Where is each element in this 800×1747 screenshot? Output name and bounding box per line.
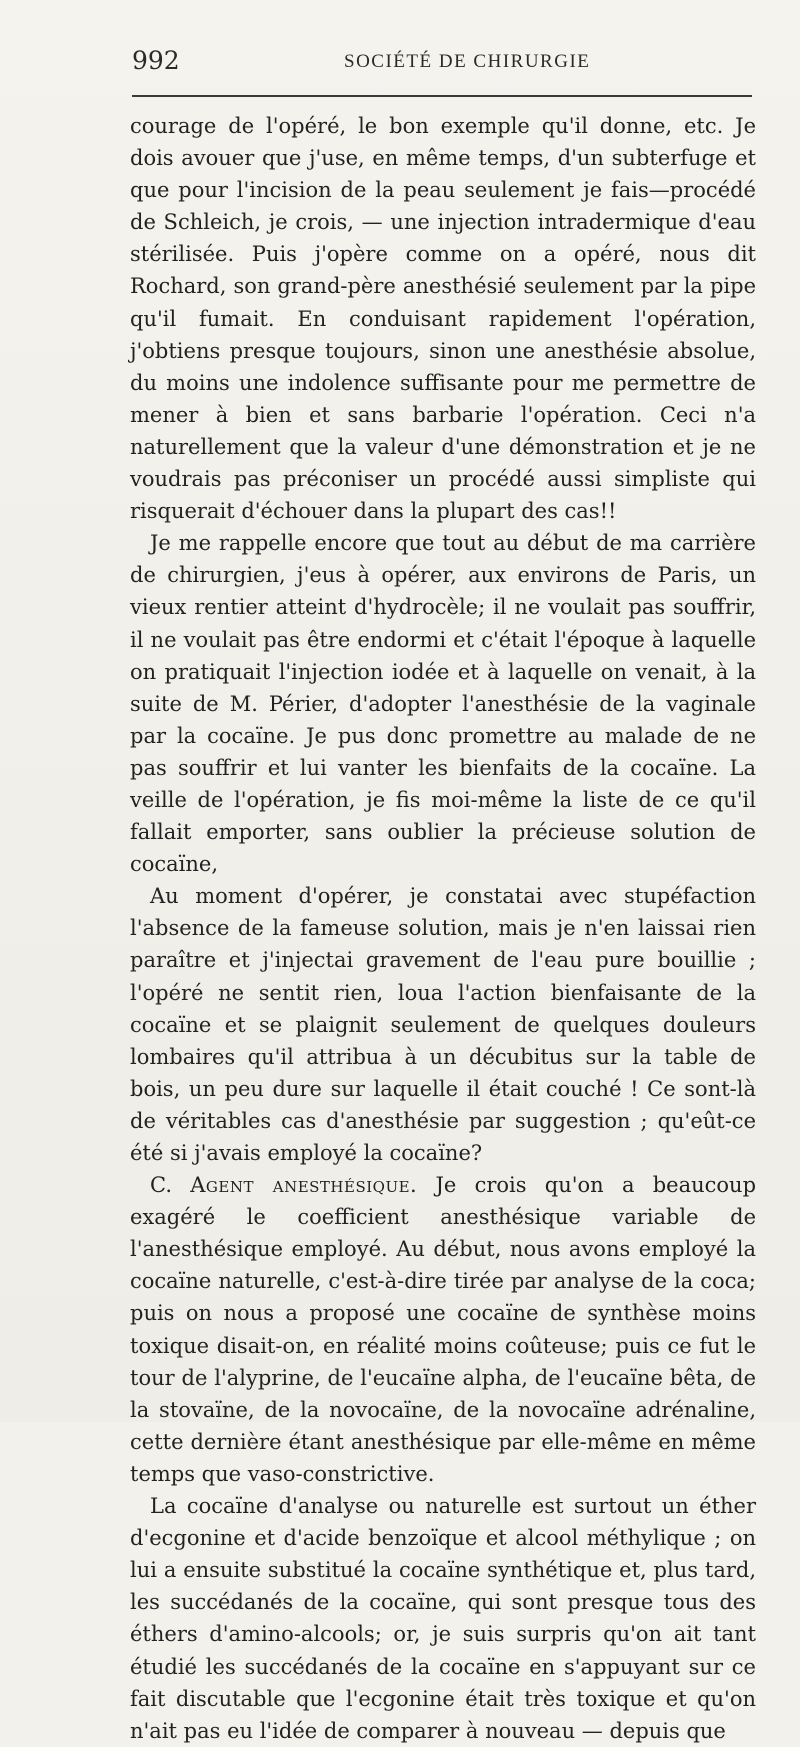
body-text [130, 110, 756, 1747]
paragraph-5: La cocaïne d'analyse ou naturelle est surtout un éther d'ecgonine et d'acide benzoïque et alcool méthylique ; on lui a ensuite substitué la cocaïne synthétique et, plus tard, les succédanés de la cocaïne, qui sont presque tous des éthers d'amino-alcools; or, je suis surpris qu'on ait tant étudié les succédanés de la cocaïne en s'appuyant sur ce fait discutable que l'ecgonine était très toxique et qu'on n'ait pas eu l'idée de comparer à nouveau — depuis que [130, 1494, 756, 1743]
paragraph-4 [130, 1169, 756, 1490]
paragraph-2: Je me rappelle encore que tout au début de ma carrière de chirurgien, j'eus à opérer, aux environs de Paris, un vieux rentier atteint d'hydrocèle; il ne voulait pas souffrir, il ne voulait pas être endormi et c'était l'époque à laquelle on pratiquait l'injection iodée et à laquelle on venait, à la suite de M. Périer, d'adopter l'anesthésie de la vaginale par la cocaïne. Je pus donc promettre au malade de ne pas souffrir et lui vanter les bienfaits de la cocaïne. La veille de l'opération, je fis moi-même la liste de ce qu'il fallait emporter, sans oublier la précieuse solution de cocaïne, [130, 531, 756, 877]
section-heading: Agent anesthésique. [190, 1173, 418, 1198]
running-head: SOCIÉTÉ DE CHIRURGIE [344, 51, 591, 72]
paragraph-3: Au moment d'opérer, je constatai avec stupéfaction l'absence de la fameuse solution, mais je n'en laissai rien paraître et j'injectai gravement de l'eau pure bouillie ; l'opéré ne sentit rien, loua l'action bienfaisante de la cocaïne et se plaignit seulement de quelques douleurs lombaires qu'il attribua à un décubitus sur la table de bois, un peu dure sur laquelle il était couché ! Ce sont-là de véritables cas d'anesthésie par suggestion ; qu'eût-ce été si j'avais employé la cocaïne? [130, 884, 756, 1165]
section-lead: C. [150, 1173, 191, 1198]
page-number: 992 [132, 46, 180, 75]
header-rule [132, 95, 752, 97]
paragraph-1: courage de l'opéré, le bon exemple qu'il donne, etc. Je dois avouer que j'use, en même temps, d'un subterfuge et que pour l'incision de la peau seulement je fais—procédé de Schleich, je crois, — une injection intradermique d'eau stérilisée. Puis j'opère comme on a opéré, nous dit Rochard, son grand-père anesthésié seulement par la pipe qu'il fumait. En conduisant rapidement l'opération, j'obtiens presque toujours, sinon une anesthésie absolue, du moins une indolence suffisante pour me permettre de mener à bien et sans barbarie l'opération. Ceci n'a naturellement que la valeur d'une démonstration et je ne voudrais pas préconiser un procédé aussi simpliste qui risquerait d'échouer dans la plupart des cas!! [130, 114, 756, 524]
paragraph-4-text: Je crois qu'on a beaucoup exagéré le coefficient anesthésique variable de l'anesthésique employé. Au début, nous avons employé la cocaïne naturelle, c'est-à-dire tirée par analyse de la coca; puis on nous a proposé une cocaïne de synthèse moins toxique disait-on, en réalité moins coûteuse; puis ce fut le tour de l'alyprine, de l'eucaïne alpha, de l'eucaïne bêta, de la stovaïne, de la novocaïne, de la novocaïne adrénaline, cette dernière étant anesthésique par elle-même en même temps que vaso-constrictive. [130, 1173, 757, 1486]
page-header [132, 46, 752, 86]
